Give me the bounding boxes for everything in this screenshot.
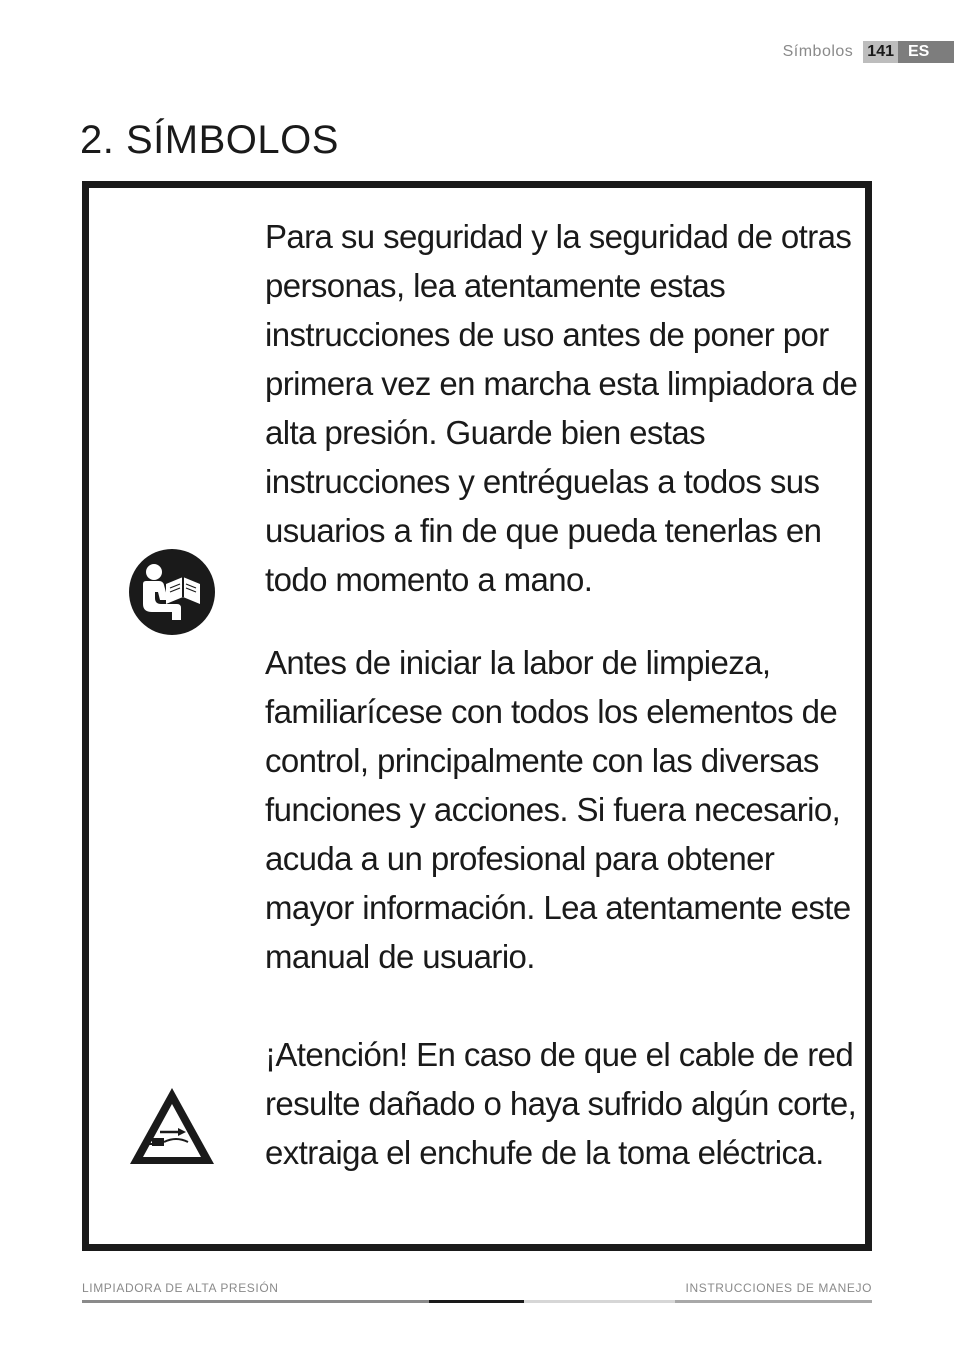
- page-header: [783, 41, 954, 63]
- read-manual-icon: [128, 548, 216, 636]
- footer-rule-segment: [524, 1300, 675, 1303]
- footer-product-name: LIMPIADORA DE ALTA PRESIÓN: [82, 1281, 279, 1295]
- language-tab: ES: [898, 41, 954, 63]
- footer-rule-segment: [82, 1300, 429, 1303]
- paragraph-read-instructions: Para su seguridad y la seguridad de otras personas, lea atentamente estas instrucciones de uso antes de poner por primera vez en marcha esta limpiadora de alta presión. Guarde bien estas instrucciones y entréguelas a todos sus usuarios a fin de que pueda tenerlas en todo momento a mano.: [265, 218, 858, 598]
- page-number: 141: [863, 41, 898, 63]
- electric-cable-warning-icon: [128, 1086, 216, 1166]
- footer-rule-segment: [429, 1300, 524, 1303]
- footer-document-type: INSTRUCCIONES DE MANEJO: [685, 1281, 872, 1295]
- footer-rule-segment: [675, 1300, 872, 1303]
- symbols-box: [82, 181, 872, 1251]
- paragraph-cable-warning: ¡Atención! En caso de que el cable de red resulte dañado o haya sufrido algún corte, extraiga el enchufe de la toma eléctrica.: [265, 1036, 857, 1171]
- page-title: 2. SÍMBOLOS: [80, 118, 339, 162]
- header-section-name: Símbolos: [782, 43, 854, 60]
- paragraph-controls: Antes de iniciar la labor de limpieza, familiarícese con todos los elementos de control, principalmente con las diversas funciones y acciones. Si fuera necesario, acuda a un profesional para obtener mayor información. Lea atentamente este manual de usuario.: [265, 644, 851, 975]
